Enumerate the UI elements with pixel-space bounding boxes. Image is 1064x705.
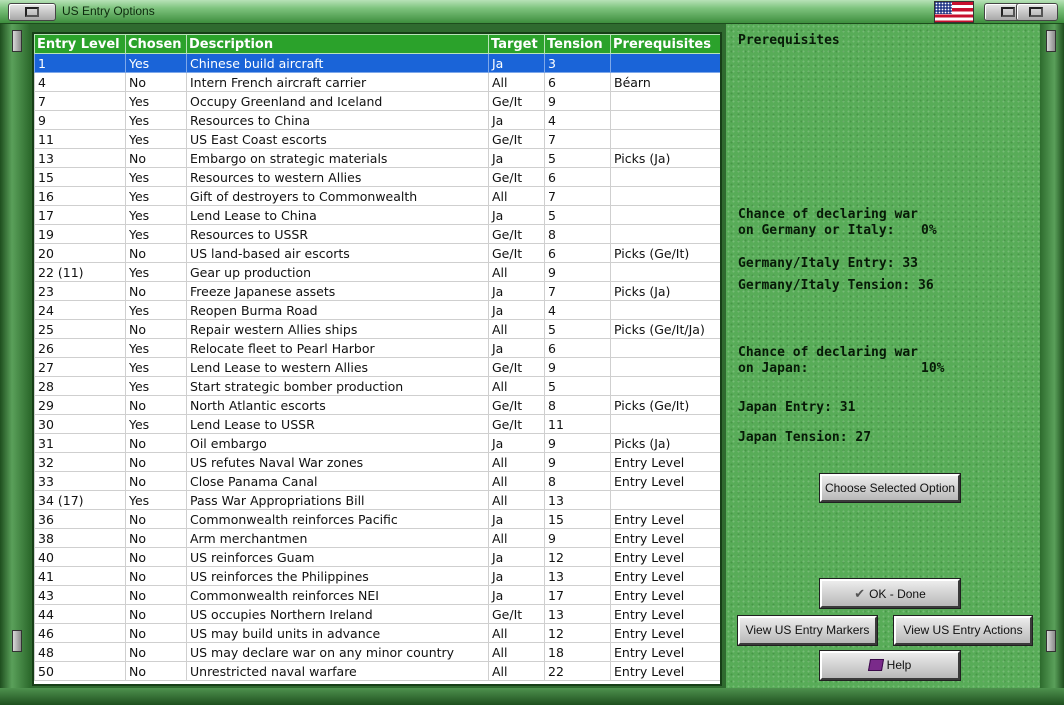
table-row[interactable] [35,339,721,358]
cell-entry-level: 22 (11) [35,263,126,282]
ok-done-button[interactable] [820,579,960,608]
cell-prerequisites: Picks (Ge/It/Ja) [611,320,721,339]
cell-entry-level: 43 [35,586,126,605]
cell-prerequisites [611,206,721,225]
cell-chosen: No [126,586,187,605]
cell-prerequisites [611,225,721,244]
cell-tension: 9 [545,453,611,472]
cell-entry-level: 13 [35,149,126,168]
cell-prerequisites [611,377,721,396]
cell-entry-level: 4 [35,73,126,92]
cell-tension: 12 [545,624,611,643]
cell-target: Ja [489,282,545,301]
cell-target: Ja [489,548,545,567]
cell-chosen: No [126,624,187,643]
book-icon [868,659,884,671]
cell-tension: 5 [545,206,611,225]
cell-target: Ja [489,339,545,358]
cell-chosen: No [126,567,187,586]
cell-entry-level: 32 [35,453,126,472]
cell-target: Ge/It [489,415,545,434]
cell-tension: 5 [545,377,611,396]
cell-description: Chinese build aircraft [187,54,489,73]
cell-prerequisites: Entry Level [611,662,721,681]
system-menu-button[interactable] [8,3,56,21]
frame-scroll-handle-bottom-left[interactable] [12,630,22,652]
cell-description: Lend Lease to western Allies [187,358,489,377]
table-row[interactable] [35,586,721,605]
cell-entry-level: 11 [35,130,126,149]
cell-target: Ja [489,434,545,453]
cell-target: All [489,624,545,643]
cell-description: Gear up production [187,263,489,282]
cell-prerequisites [611,491,721,510]
cell-prerequisites: Entry Level [611,605,721,624]
column-header-tension[interactable]: Tension [545,35,611,54]
germany-chance-label-line1: Chance of declaring war [738,207,919,222]
germany-chance-label-line2: on Germany or Italy: [738,223,895,238]
table-row[interactable] [35,320,721,339]
cell-entry-level: 29 [35,396,126,415]
cell-entry-level: 26 [35,339,126,358]
table-row[interactable] [35,548,721,567]
cell-prerequisites [611,358,721,377]
checkmark-icon: ✔ [854,586,866,601]
table-row[interactable] [35,624,721,643]
table-row[interactable] [35,472,721,491]
germany-tension: Germany/Italy Tension: 36 [738,278,934,293]
cell-prerequisites: Entry Level [611,453,721,472]
cell-entry-level: 46 [35,624,126,643]
minimize-icon [1001,7,1015,17]
ok-button-label: OK - Done [869,587,926,601]
cell-entry-level: 28 [35,377,126,396]
cell-tension: 7 [545,187,611,206]
cell-description: US land-based air escorts [187,244,489,263]
cell-chosen: No [126,605,187,624]
window-icon [25,7,39,17]
cell-entry-level: 33 [35,472,126,491]
cell-target: Ja [489,54,545,73]
cell-chosen: Yes [126,187,187,206]
cell-description: Relocate fleet to Pearl Harbor [187,339,489,358]
cell-description: Start strategic bomber production [187,377,489,396]
cell-entry-level: 15 [35,168,126,187]
cell-chosen: Yes [126,168,187,187]
table-row[interactable] [35,453,721,472]
cell-target: All [489,662,545,681]
cell-entry-level: 1 [35,54,126,73]
cell-prerequisites [611,263,721,282]
cell-target: Ja [489,111,545,130]
cell-chosen: Yes [126,206,187,225]
cell-chosen: Yes [126,225,187,244]
cell-entry-level: 23 [35,282,126,301]
cell-description: Resources to USSR [187,225,489,244]
cell-target: Ja [489,301,545,320]
cell-entry-level: 24 [35,301,126,320]
choose-selected-option-button[interactable] [820,474,960,502]
cell-chosen: No [126,434,187,453]
table-row[interactable] [35,377,721,396]
cell-chosen: No [126,548,187,567]
table-row[interactable] [35,168,721,187]
cell-chosen: No [126,510,187,529]
cell-tension: 7 [545,282,611,301]
choose-button-label: Choose Selected Option [824,481,956,495]
cell-prerequisites: Entry Level [611,548,721,567]
table-row[interactable] [35,662,721,681]
table-row[interactable] [35,73,721,92]
cell-entry-level: 9 [35,111,126,130]
table-row[interactable] [35,54,721,73]
title-bar [0,0,1064,24]
cell-target: All [489,472,545,491]
window-frame-right [1040,24,1064,692]
cell-tension: 9 [545,92,611,111]
cell-entry-level: 48 [35,643,126,662]
table-row[interactable] [35,263,721,282]
view-entry-actions-button[interactable] [894,616,1032,645]
cell-chosen: No [126,472,187,491]
cell-tension: 22 [545,662,611,681]
cell-description: Commonwealth reinforces Pacific [187,510,489,529]
table-row[interactable] [35,130,721,149]
frame-scroll-handle-top-right[interactable] [1046,30,1056,52]
table-row[interactable] [35,415,721,434]
flag-canton [935,2,952,14]
cell-description: Arm merchantmen [187,529,489,548]
close-icon [1029,7,1043,17]
cell-tension: 6 [545,244,611,263]
prerequisites-heading: Prerequisites [738,33,840,48]
cell-target: Ge/It [489,92,545,111]
cell-description: US reinforces the Philippines [187,567,489,586]
cell-chosen: No [126,643,187,662]
cell-target: Ge/It [489,168,545,187]
cell-prerequisites: Entry Level [611,624,721,643]
cell-entry-level: 36 [35,510,126,529]
cell-description: US East Coast escorts [187,130,489,149]
japan-tension: Japan Tension: 27 [738,430,872,445]
cell-chosen: No [126,662,187,681]
cell-entry-level: 50 [35,662,126,681]
cell-prerequisites: Entry Level [611,529,721,548]
germany-entry: Germany/Italy Entry: 33 [738,256,919,271]
cell-entry-level: 41 [35,567,126,586]
cell-target: Ja [489,510,545,529]
cell-entry-level: 25 [35,320,126,339]
cell-chosen: No [126,396,187,415]
cell-chosen: Yes [126,301,187,320]
view-actions-label: View US Entry Actions [903,623,1023,637]
cell-tension: 15 [545,510,611,529]
cell-description: Gift of destroyers to Commonwealth [187,187,489,206]
cell-target: Ge/It [489,225,545,244]
table-row[interactable] [35,301,721,320]
cell-description: Resources to western Allies [187,168,489,187]
help-button[interactable] [820,651,960,680]
column-header-description[interactable]: Description [187,35,489,54]
cell-prerequisites [611,54,721,73]
cell-description: Intern French aircraft carrier [187,73,489,92]
cell-target: All [489,491,545,510]
cell-tension: 6 [545,168,611,187]
cell-tension: 9 [545,263,611,282]
cell-tension: 9 [545,434,611,453]
cell-description: Occupy Greenland and Iceland [187,92,489,111]
entry-options-table[interactable] [32,32,722,686]
cell-chosen: Yes [126,358,187,377]
cell-entry-level: 40 [35,548,126,567]
cell-prerequisites: Picks (Ge/It) [611,244,721,263]
cell-description: Close Panama Canal [187,472,489,491]
cell-tension: 11 [545,415,611,434]
japan-chance-label-line2: on Japan: [738,361,809,376]
view-entry-markers-button[interactable] [738,616,877,645]
table-row[interactable] [35,491,721,510]
cell-chosen: No [126,529,187,548]
cell-tension: 8 [545,472,611,491]
cell-chosen: Yes [126,339,187,358]
cell-tension: 12 [545,548,611,567]
cell-prerequisites: Entry Level [611,472,721,491]
table-row[interactable] [35,92,721,111]
cell-tension: 4 [545,301,611,320]
cell-target: Ja [489,206,545,225]
cell-chosen: No [126,320,187,339]
cell-prerequisites [611,130,721,149]
cell-description: Reopen Burma Road [187,301,489,320]
table-row[interactable] [35,605,721,624]
cell-tension: 8 [545,225,611,244]
cell-description: Freeze Japanese assets [187,282,489,301]
table-row[interactable] [35,567,721,586]
cell-target: All [489,453,545,472]
cell-chosen: Yes [126,111,187,130]
cell-entry-level: 30 [35,415,126,434]
japan-entry: Japan Entry: 31 [738,400,856,415]
cell-description: Embargo on strategic materials [187,149,489,168]
cell-chosen: Yes [126,54,187,73]
cell-target: All [489,73,545,92]
cell-tension: 9 [545,529,611,548]
cell-description: US may declare war on any minor country [187,643,489,662]
window-frame-left [0,24,30,692]
help-button-label: Help [886,658,912,672]
cell-entry-level: 19 [35,225,126,244]
table-row[interactable] [35,187,721,206]
cell-prerequisites: Picks (Ja) [611,282,721,301]
column-header-target[interactable]: Target [489,35,545,54]
cell-chosen: No [126,244,187,263]
cell-chosen: Yes [126,415,187,434]
cell-description: Resources to China [187,111,489,130]
cell-prerequisites [611,339,721,358]
column-header-entry-level[interactable]: Entry Level [35,35,126,54]
cell-tension: 13 [545,567,611,586]
cell-target: All [489,263,545,282]
cell-prerequisites: Picks (Ge/It) [611,396,721,415]
cell-prerequisites: Entry Level [611,586,721,605]
us-flag-icon [934,1,974,23]
frame-scroll-handle-top-left[interactable] [12,30,22,52]
cell-prerequisites [611,301,721,320]
table-row[interactable] [35,244,721,263]
table-row[interactable] [35,396,721,415]
cell-tension: 7 [545,130,611,149]
cell-chosen: No [126,73,187,92]
window-title: US Entry Options [62,4,155,18]
table-row[interactable] [35,434,721,453]
cell-target: Ja [489,149,545,168]
cell-description: Commonwealth reinforces NEI [187,586,489,605]
cell-entry-level: 31 [35,434,126,453]
cell-prerequisites: Picks (Ja) [611,149,721,168]
cell-description: Pass War Appropriations Bill [187,491,489,510]
cell-entry-level: 27 [35,358,126,377]
cell-target: Ge/It [489,130,545,149]
cell-target: Ge/It [489,244,545,263]
cell-description: Lend Lease to USSR [187,415,489,434]
cell-entry-level: 20 [35,244,126,263]
close-button[interactable] [1016,3,1058,21]
table-row[interactable] [35,358,721,377]
cell-prerequisites: Entry Level [611,643,721,662]
cell-chosen: Yes [126,491,187,510]
table-row[interactable] [35,282,721,301]
cell-prerequisites [611,111,721,130]
table-row[interactable] [35,206,721,225]
details-panel [726,24,1040,688]
cell-tension: 6 [545,339,611,358]
column-header-prerequisites[interactable]: Prerequisites [611,35,721,54]
cell-target: Ge/It [489,358,545,377]
cell-description: Oil embargo [187,434,489,453]
cell-entry-level: 38 [35,529,126,548]
column-header-chosen[interactable]: Chosen [126,35,187,54]
cell-chosen: No [126,453,187,472]
cell-target: Ja [489,586,545,605]
cell-tension: 17 [545,586,611,605]
cell-target: All [489,529,545,548]
japan-chance-value: 10% [921,361,945,376]
window-frame-bottom [0,688,1064,705]
cell-chosen: Yes [126,263,187,282]
cell-target: All [489,643,545,662]
cell-entry-level: 17 [35,206,126,225]
cell-tension: 9 [545,358,611,377]
cell-prerequisites: Entry Level [611,567,721,586]
cell-entry-level: 44 [35,605,126,624]
japan-chance-label-line1: Chance of declaring war [738,345,919,360]
cell-tension: 5 [545,320,611,339]
table-body [35,54,721,681]
cell-prerequisites [611,92,721,111]
cell-target: All [489,320,545,339]
cell-chosen: No [126,149,187,168]
cell-tension: 8 [545,396,611,415]
cell-chosen: Yes [126,130,187,149]
cell-entry-level: 34 (17) [35,491,126,510]
frame-scroll-handle-bottom-right[interactable] [1046,630,1056,652]
cell-tension: 18 [545,643,611,662]
cell-prerequisites [611,187,721,206]
cell-description: North Atlantic escorts [187,396,489,415]
table-row[interactable] [35,149,721,168]
cell-prerequisites: Entry Level [611,510,721,529]
table-header [35,35,721,54]
cell-target: Ge/It [489,605,545,624]
cell-target: Ge/It [489,396,545,415]
table-row[interactable] [35,225,721,244]
cell-tension: 3 [545,54,611,73]
view-markers-label: View US Entry Markers [745,623,870,637]
cell-prerequisites: Picks (Ja) [611,434,721,453]
cell-chosen: Yes [126,92,187,111]
cell-tension: 6 [545,73,611,92]
cell-description: Lend Lease to China [187,206,489,225]
cell-chosen: No [126,282,187,301]
cell-description: US reinforces Guam [187,548,489,567]
germany-chance-value: 0% [921,223,937,238]
cell-prerequisites: Béarn [611,73,721,92]
cell-description: US may build units in advance [187,624,489,643]
cell-target: All [489,187,545,206]
cell-prerequisites [611,168,721,187]
cell-description: US occupies Northern Ireland [187,605,489,624]
table-row[interactable] [35,643,721,662]
cell-description: Repair western Allies ships [187,320,489,339]
cell-prerequisites [611,415,721,434]
cell-description: Unrestricted naval warfare [187,662,489,681]
cell-description: US refutes Naval War zones [187,453,489,472]
cell-target: All [489,377,545,396]
table-row[interactable] [35,510,721,529]
cell-tension: 13 [545,605,611,624]
table-row[interactable] [35,111,721,130]
cell-tension: 5 [545,149,611,168]
cell-tension: 4 [545,111,611,130]
cell-entry-level: 7 [35,92,126,111]
cell-entry-level: 16 [35,187,126,206]
cell-target: Ja [489,567,545,586]
cell-chosen: Yes [126,377,187,396]
cell-tension: 13 [545,491,611,510]
table-row[interactable] [35,529,721,548]
